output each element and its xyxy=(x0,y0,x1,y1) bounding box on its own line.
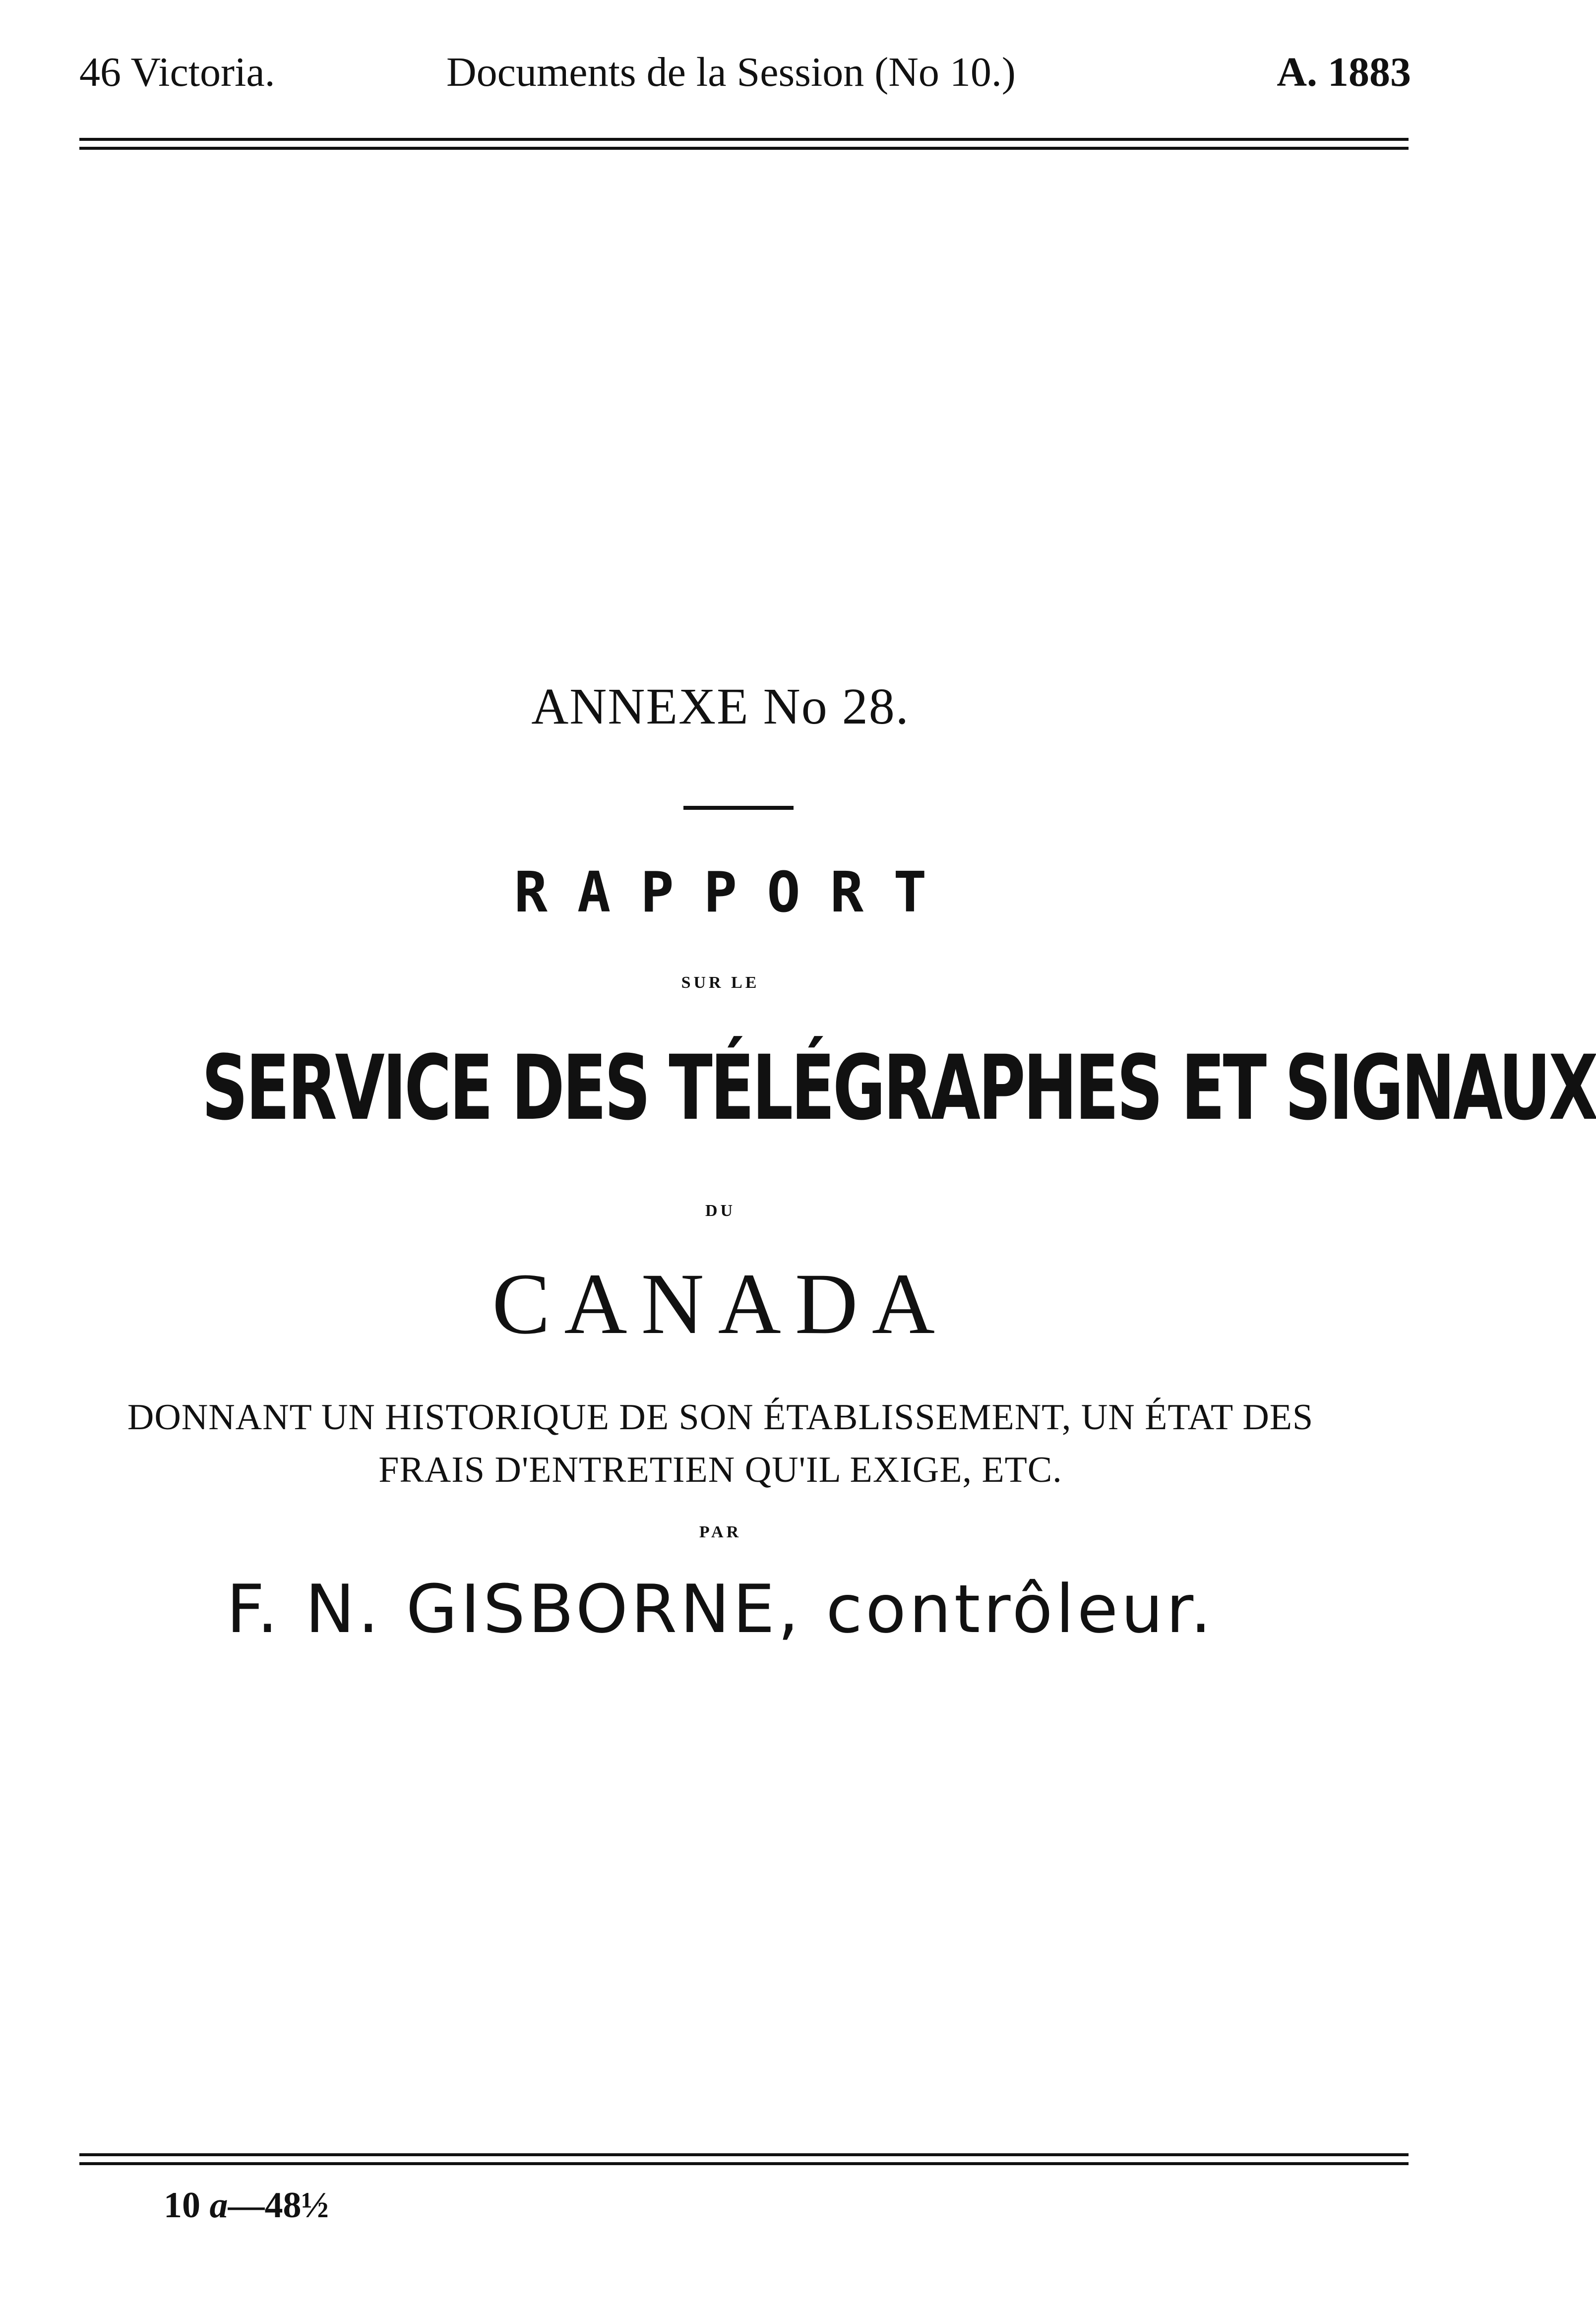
connector-sur-le: SUR LE xyxy=(681,973,760,992)
author-line: F. N. GISBORNE, contrôleur. xyxy=(226,1571,1215,1648)
subtitle-line-2: FRAIS D'ENTRETIEN QU'IL EXIGE, ETC. xyxy=(378,1450,1062,1490)
footer-double-rule xyxy=(79,2153,1409,2168)
header-volume: 46 Victoria. xyxy=(79,49,275,95)
page-number-prefix: 10 xyxy=(164,2185,200,2226)
header-year: A. 1883 xyxy=(1277,49,1411,95)
country-name: CANADA xyxy=(492,1256,949,1352)
subtitle-line-1: DONNANT UN HISTORIQUE DE SON ÉTABLISSEMENT, UN ÉTAT DES xyxy=(127,1397,1314,1438)
connector-du: DU xyxy=(705,1202,736,1220)
header-double-rule xyxy=(79,138,1409,153)
page-number-italic: a xyxy=(209,2185,228,2226)
main-title: SERVICE DES TÉLÉGRAPHES ET SIGNAUX xyxy=(201,1036,1596,1140)
header-session-documents: Documents de la Session (No 10.) xyxy=(446,49,1016,95)
page-number-suffix: —48½ xyxy=(228,2185,329,2226)
connector-par: PAR xyxy=(699,1523,742,1541)
rapport-heading: RAPPORT xyxy=(514,860,957,925)
page-number xyxy=(164,2183,329,2228)
annexe-number: ANNEXE No 28. xyxy=(531,678,910,735)
title-divider xyxy=(683,806,794,810)
